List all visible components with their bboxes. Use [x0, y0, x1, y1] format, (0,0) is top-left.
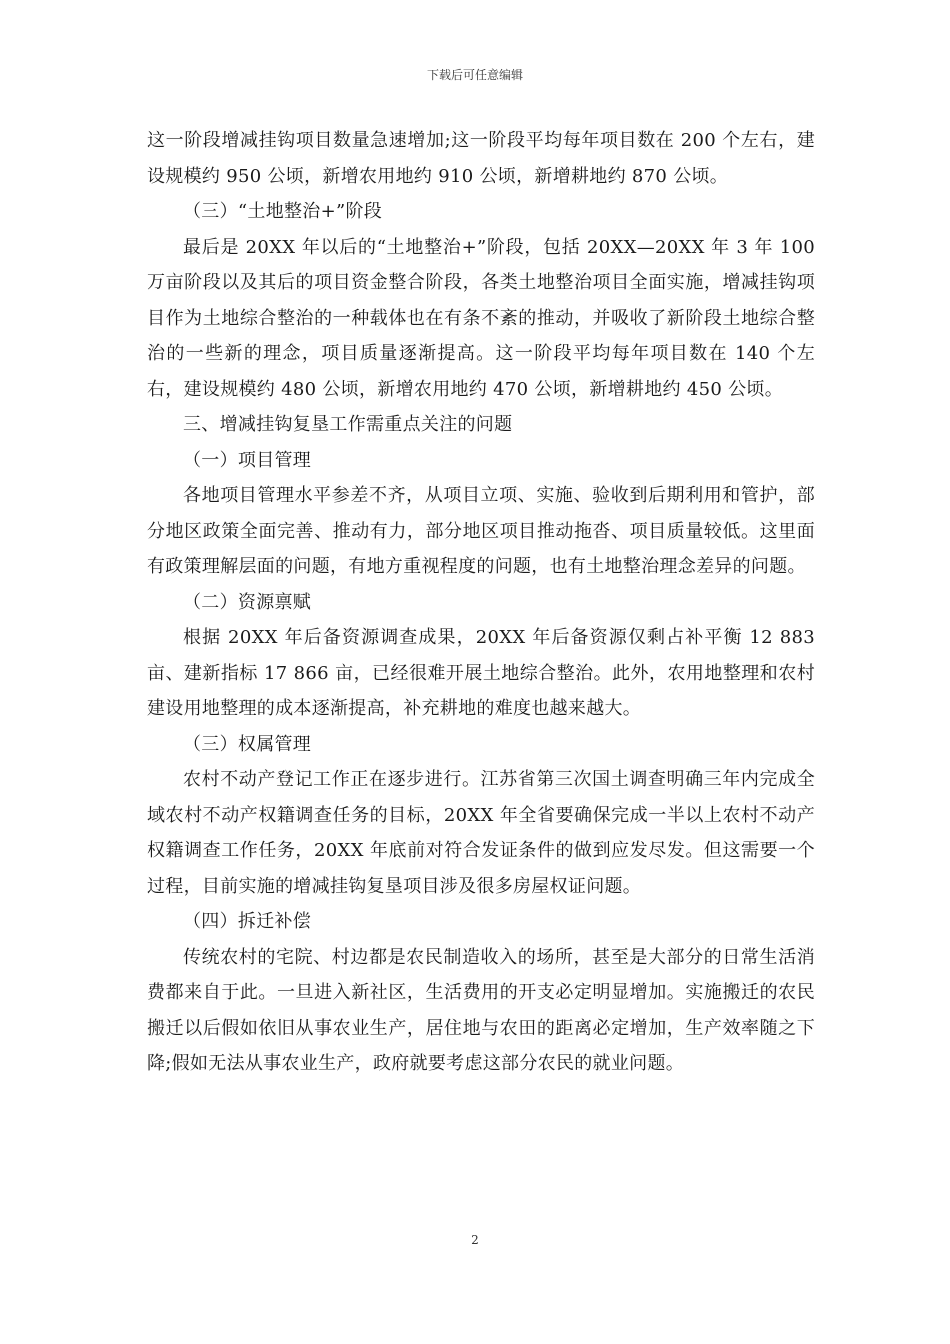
page-number: 2 — [471, 1233, 479, 1247]
paragraph: 传统农村的宅院、村边都是农民制造收入的场所，甚至是大部分的日常生活消费都来自于此。一旦进入新社区，生活费用的开支必定明显增加。实施搬迁的农民搬迁以后假如依旧从事农业生产，居住地与农田的距离必定增加，生产效率随之下降;假如无法从事农业生产，政府就要考虑这部分农民的就业问题。 — [147, 946, 815, 1074]
section-heading: （二）资源禀赋 — [183, 591, 312, 613]
paragraph: 农村不动产登记工作正在逐步进行。江苏省第三次国土调查明确三年内完成全域农村不动产权籍调查任务的目标，20XX 年全省要确保完成一半以上农村不动产权籍调查工作任务，20XX 年底前对符合发证条件的做到应发尽发。但这需要一个过程，目前实施的增减挂钩复垦项目涉及很多房屋权证问题。 — [147, 769, 815, 897]
paragraph: 根据 20XX 年后备资源调查成果，20XX 年后备资源仅剩占补平衡 12 883 亩、建新指标 17 866 亩，已经很难开展土地综合整治。此外，农用地整理和农村建设用地整理的成本逐渐提高，补充耕地的难度也越来越大。 — [147, 627, 815, 719]
page-header: 下载后可任意编辑 — [426, 68, 523, 82]
section-heading: （四）拆迁补偿 — [183, 911, 312, 932]
section-heading: （三）权属管理 — [183, 733, 312, 755]
document-body — [147, 123, 815, 1082]
section-heading: （一）项目管理 — [183, 449, 312, 471]
section-heading: （三）“土地整治+”阶段 — [183, 201, 383, 222]
paragraph: 最后是 20XX 年以后的“土地整治+”阶段，包括 20XX—20XX 年 3 年 100 万亩阶段以及其后的项目资金整合阶段，各类土地整治项目全面实施，增减挂钩项目作为土地综合整治的一种载体也在有条不紊的推动，并吸收了新阶段土地综合整治的一些新的理念，项目质量逐渐提高。这一阶段平均每年项目数在 140 个左右，建设规模约 480 公顷，新增农用地约 470 公顷，新增耕地约 450 公顷。 — [147, 236, 815, 400]
chapter-heading: 三、增减挂钩复垦工作需重点关注的问题 — [183, 414, 513, 435]
paragraph: 这一阶段增减挂钩项目数量急速增加;这一阶段平均每年项目数在 200 个左右，建设规模约 950 公顷，新增农用地约 910 公顷，新增耕地约 870 公顷。 — [147, 130, 815, 187]
paragraph: 各地项目管理水平参差不齐，从项目立项、实施、验收到后期利用和管护，部分地区政策全面完善、推动有力，部分地区项目推动拖沓、项目质量较低。这里面有政策理解层面的问题，有地方重视程度的问题，也有土地整治理念差异的问题。 — [147, 485, 815, 577]
